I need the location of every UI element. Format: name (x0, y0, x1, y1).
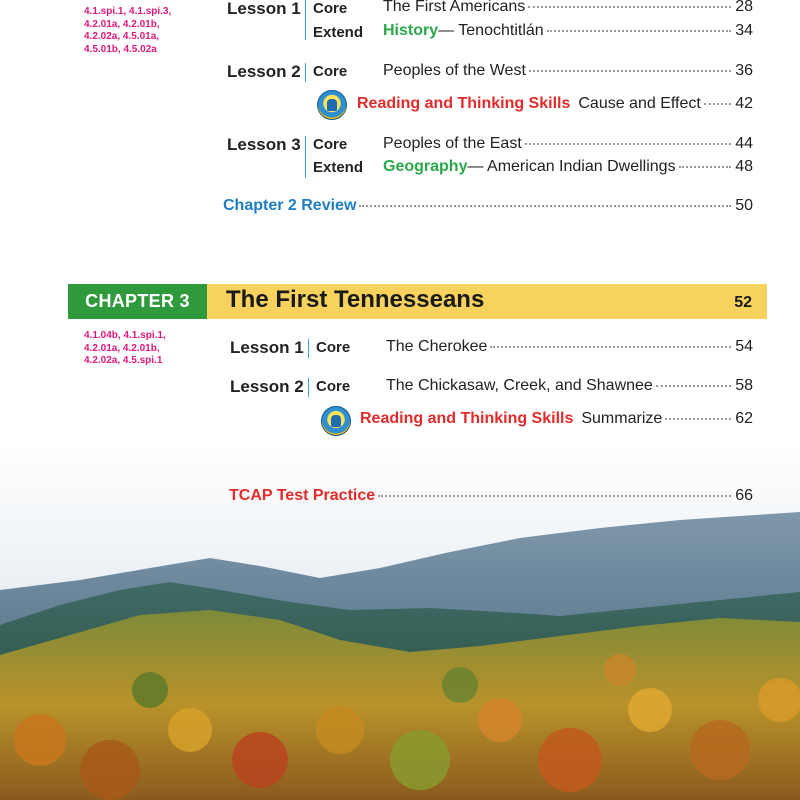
page-number: 66 (735, 487, 753, 504)
skills-label: Reading and Thinking Skills (357, 95, 571, 112)
leader-dots (704, 103, 731, 105)
ch2-lesson1-core-entry[interactable] (383, 0, 753, 16)
ch2-lesson3-core-label: Core (313, 136, 348, 153)
page-number: 54 (735, 338, 753, 355)
entry-title: The Cherokee (386, 338, 488, 355)
ch2-lesson3-label: Lesson 3 (227, 135, 301, 154)
entry-title: The Chickasaw, Creek, and Shawnee (386, 377, 653, 394)
page-number: 42 (735, 95, 753, 112)
ch2-lesson2-separator (305, 63, 306, 82)
reading-skills-badge-icon (317, 90, 347, 120)
entry-title: — Tenochtitlán (438, 22, 544, 39)
entry-title: Summarize (581, 410, 663, 427)
leader-dots (525, 143, 731, 145)
ch2-lesson2-skills-entry[interactable] (357, 95, 753, 113)
leader-dots (529, 70, 731, 72)
page-number: 44 (735, 135, 753, 152)
leader-dots (359, 205, 731, 207)
ch2-lesson1-extend-entry[interactable] (383, 22, 753, 40)
entry-title: — American Indian Dwellings (467, 158, 676, 175)
entry-title: Cause and Effect (578, 95, 701, 112)
tcap-label: TCAP Test Practice (229, 487, 376, 504)
ch2-review-entry[interactable] (223, 197, 753, 215)
ch2-lesson2-label: Lesson 2 (227, 62, 301, 81)
ch3-lesson2-skills-entry[interactable] (360, 410, 753, 428)
ch2-lesson1-core-label: Core (313, 0, 348, 17)
leader-dots (665, 418, 731, 420)
ch2-lesson3-core-entry[interactable] (383, 135, 753, 153)
leader-dots (490, 346, 731, 348)
skills-label: Reading and Thinking Skills (360, 410, 574, 427)
chapter3-standards: 4.1.04b, 4.1.spi.1, 4.2.01a, 4.2.01b, 4.2.02a, 4.5.spi.1 (84, 330, 166, 366)
ch3-lesson2-core-label: Core (316, 378, 351, 395)
chapter2-standards: 4.1.spi.1, 4.1.spi.3, 4.2.01a, 4.2.01b, 4.2.02a, 4.5.01a, 4.5.01b, 4.5.02a (84, 6, 172, 55)
ch3-lesson2-core-entry[interactable] (386, 377, 753, 395)
chapter3-tab[interactable]: CHAPTER 3 (68, 284, 207, 319)
ch2-lesson1-separator (305, 0, 306, 40)
extend-subject: Geography (383, 158, 468, 175)
ch3-lesson1-separator (308, 339, 309, 358)
ch2-lesson3-extend-label: Extend (313, 159, 364, 176)
entry-title: The First Americans (383, 0, 526, 15)
leader-dots (528, 6, 731, 8)
reading-skills-badge-icon (321, 406, 351, 436)
extend-subject: History (383, 22, 439, 39)
page-number: 28 (735, 0, 753, 15)
ch3-lesson1-core-label: Core (316, 339, 351, 356)
ch2-lesson1-extend-label: Extend (313, 24, 364, 41)
ch2-lesson3-extend-entry[interactable] (383, 158, 753, 176)
ch2-lesson2-core-entry[interactable] (383, 62, 753, 80)
leader-dots (547, 30, 731, 32)
review-label: Chapter 2 Review (223, 197, 357, 214)
ch2-lesson1-label: Lesson 1 (227, 0, 301, 18)
page-number: 62 (735, 410, 753, 427)
chapter3-page-number: 52 (734, 294, 752, 311)
entry-title: Peoples of the East (383, 135, 522, 152)
page-number: 34 (735, 22, 753, 39)
ch2-lesson2-core-label: Core (313, 63, 348, 80)
ch3-lesson1-core-entry[interactable] (386, 338, 753, 356)
page-number: 48 (735, 158, 753, 175)
leader-dots (679, 166, 731, 168)
page-number: 58 (735, 377, 753, 394)
ch3-lesson2-label: Lesson 2 (230, 377, 304, 396)
leader-dots (378, 495, 731, 497)
chapter3-title[interactable]: The First Tennesseans (226, 286, 485, 313)
leader-dots (656, 385, 731, 387)
page-number: 36 (735, 62, 753, 79)
ch3-lesson2-separator (308, 378, 309, 397)
entry-title: Peoples of the West (383, 62, 526, 79)
page-number: 50 (735, 197, 753, 214)
ch2-lesson3-separator (305, 136, 306, 178)
tcap-practice-entry[interactable] (229, 487, 753, 505)
ch3-lesson1-label: Lesson 1 (230, 338, 304, 357)
